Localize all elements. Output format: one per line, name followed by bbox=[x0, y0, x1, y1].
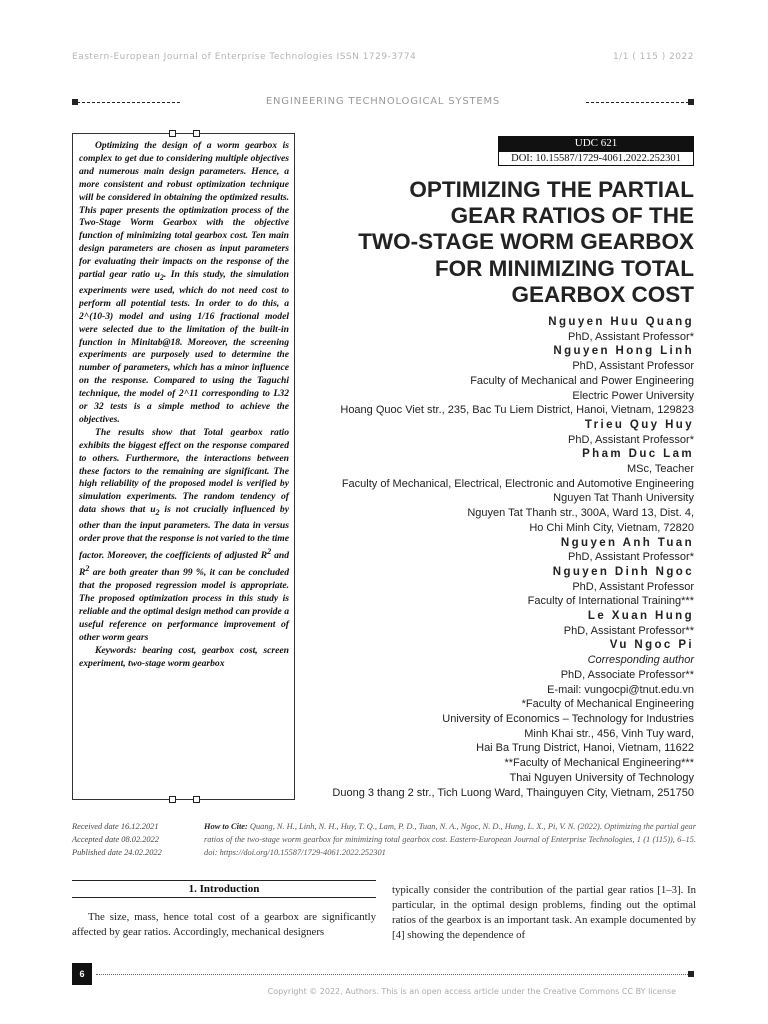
title-line: FOR MINIMIZING TOTAL bbox=[434, 255, 694, 281]
keywords: Keywords: bearing cost, gearbox cost, screen experiment, two-stage worm gearbox bbox=[79, 644, 289, 669]
author-name: Trieu Quy Huy bbox=[584, 418, 694, 431]
received-date: Received date 16.12.2021 bbox=[72, 822, 159, 831]
intro-left-column bbox=[72, 880, 376, 940]
affiliation-line: *Faculty of Mechanical Engineering bbox=[521, 698, 694, 711]
intro-right-text: typically consider the contribution of the partial gear ratios [1–3]. In particular, in the optimal design problems, finding out the optimal ratios of the gearbox is an important task. An example documented by [4] showing the dependence of bbox=[392, 884, 696, 941]
box-knob bbox=[169, 130, 176, 137]
page-footer bbox=[72, 963, 694, 985]
box-knob bbox=[169, 796, 176, 803]
udc-label: UDC 621 bbox=[498, 136, 694, 151]
doi-link[interactable]: DOI: 10.15587/1729-4061.2022.252301 bbox=[498, 151, 694, 166]
affiliation-line: University of Economics – Technology for Industries bbox=[442, 712, 694, 725]
title-line: OPTIMIZING THE PARTIAL bbox=[409, 177, 694, 202]
issue-number: 1/1 ( 115 ) 2022 bbox=[612, 52, 694, 62]
intro-right-column bbox=[392, 883, 696, 943]
title-line: TWO-STAGE WORM GEARBOX bbox=[358, 229, 694, 255]
article-dates bbox=[72, 820, 192, 859]
affiliation-line: Faculty of Mechanical, Electrical, Electronic and Automotive Engineering bbox=[341, 477, 694, 490]
affiliation-line: PhD, Assistant Professor* bbox=[568, 433, 694, 446]
author-name: Vu Ngoc Pi bbox=[609, 639, 694, 652]
intro-heading: 1. Introduction bbox=[72, 880, 376, 898]
journal-running-header bbox=[72, 52, 694, 66]
affiliation-line: Nguyen Tat Thanh str., 300A, Ward 13, Dist. 4, bbox=[467, 507, 694, 520]
copyright-notice: Copyright © 2022, Authors. This is an open access article under the Creative Commons CC BY license bbox=[267, 987, 676, 996]
intro-left-text: The size, mass, hence total cost of a gearbox are significantly affected by gear ratios. Accordingly, mechanical designers bbox=[72, 911, 376, 938]
paper-title bbox=[274, 177, 694, 308]
journal-name: Eastern-European Journal of Enterprise Technologies ISSN 1729-3774 bbox=[72, 52, 417, 62]
affiliation-line: PhD, Assistant Professor* bbox=[568, 551, 694, 564]
affiliation-line: PhD, Assistant Professor** bbox=[563, 624, 694, 637]
box-knob bbox=[193, 130, 200, 137]
affiliation-line: Minh Khai str., 456, Vinh Tuy ward, bbox=[524, 727, 694, 740]
author-name: Nguyen Huu Quang bbox=[548, 316, 694, 328]
abstract-paragraph-1: Optimizing the design of a worm gearbox is complex to get due to considering multiple objectives and numerous main design parameters. Hence, a more consistent and robust optimization technique will be considered in obtaining the optimized results. This paper presents the optimization process of the Two-Stage Worm Gearbox with the objective function of minimizing total gearbox cost. Ten main design parameters are chosen as input parameters for evaluating their impacts on the response of the partial gear ratio $u_2$. In this study, the simulation experiments were used, which do not need cost to perform all potential tests. In order to do this, a 2^(10-3) model and using 1/16 fractional model were selected due to the limitation of the built-in function in Minitab@18. Moreover, the screening experiments are purposely used to determine the number of parameters, which has a minor influence on the response. Compared to using the Taguchi technique, the model of 2^11 corresponding to L32 or 32 tests is a simple method to achieve the objectives. bbox=[79, 140, 289, 425]
affiliation-line: PhD, Associate Professor** bbox=[560, 668, 694, 681]
affiliation-line: MSc, Teacher bbox=[626, 463, 694, 476]
header-dashes-right bbox=[586, 102, 694, 103]
footer-square bbox=[688, 971, 694, 977]
authors-affiliations bbox=[264, 315, 694, 800]
affiliation-line: Faculty of Mechanical and Power Engineering bbox=[470, 374, 694, 387]
abstract-box bbox=[72, 133, 295, 800]
author-name: Nguyen Anh Tuan bbox=[560, 536, 694, 549]
accepted-date: Accepted date 08.02.2022 bbox=[72, 835, 159, 844]
page-number: 6 bbox=[72, 963, 92, 985]
author-name: Nguyen Dinh Ngoc bbox=[552, 565, 694, 578]
section-header bbox=[72, 96, 694, 110]
affiliation-line: Hai Ba Trung District, Hanoi, Vietnam, 11622 bbox=[476, 742, 694, 755]
how-to-cite bbox=[204, 820, 696, 859]
affiliation-line: Corresponding author bbox=[587, 654, 694, 667]
affiliation-line: Faculty of International Training*** bbox=[527, 595, 694, 608]
affiliation-line: PhD, Assistant Professor bbox=[572, 360, 694, 373]
affiliation-line: Thai Nguyen University of Technology bbox=[509, 771, 694, 784]
author-name: Le Xuan Hung bbox=[587, 610, 694, 623]
affiliation-line: Duong 3 thang 2 str., Tich Luong Ward, Thainguyen City, Vietnam, 251750 bbox=[332, 786, 694, 799]
header-square-right bbox=[688, 99, 694, 105]
affiliation-line: PhD, Assistant Professor bbox=[572, 580, 694, 593]
author-name: Nguyen Hong Linh bbox=[553, 345, 694, 358]
section-title: ENGINEERING TECHNOLOGICAL SYSTEMS bbox=[265, 96, 501, 107]
cite-label: How to Cite: bbox=[204, 822, 248, 831]
abstract-paragraph-2: The results show that Total gearbox ratio exhibits the biggest effect on the response compared to others. Furthermore, the interactions between these factors to the remaining are significant. The high reliability of the proposed model is verified by simulation experiments. The random tendency of data shows that $u_2$ is not crucially influenced by other than the input parameters. The data in versus order prove that the response is not varied to the time factor. Moreover, the coefficients of adjusted $R^2$ and $R^2$ are both greater than 99 %, it can be concluded that the proposed regression model is appropriate. The proposed optimization process in this study is reliable and the optimal design method can provide a useful reference on performance improvement of other worm gears bbox=[79, 426, 290, 643]
abstract-text bbox=[79, 140, 289, 670]
cite-text: Quang, N. H., Linh, N. H., Huy, T. Q., Lam, P. D., Tuan, N. A., Ngoc, N. D., Hung, L. X., Pi, V. N. (2022). Optimizing the partial gear ratios of the two-stage worm gearbox for minimizing total gearbox cost. Eastern-European Journal of Enterprise Technologies, 1 (1 (115)), 6–15. doi: https://doi.org/10.15587/1729-4061.2022.252301 bbox=[204, 822, 696, 857]
affiliation-line: E-mail: vungocpi@tnut.edu.vn bbox=[547, 683, 694, 696]
title-line: GEARBOX COST bbox=[511, 281, 694, 307]
affiliation-line: **Faculty of Mechanical Engineering*** bbox=[504, 757, 694, 770]
affiliation-line: Hoang Quoc Viet str., 235, Bac Tu Liem District, Hanoi, Vietnam, 129823 bbox=[340, 404, 694, 417]
author-name: Pham Duc Lam bbox=[582, 448, 694, 461]
affiliation-line: Ho Chi Minh City, Vietnam, 72820 bbox=[529, 521, 694, 534]
title-line: GEAR RATIOS OF THE bbox=[450, 203, 694, 229]
published-date: Published date 24.02.2022 bbox=[72, 848, 162, 857]
box-knob bbox=[193, 796, 200, 803]
affiliation-line: Nguyen Tat Thanh University bbox=[553, 492, 694, 505]
footer-dotted-rule bbox=[96, 974, 694, 975]
affiliation-line: Electric Power University bbox=[572, 389, 694, 402]
affiliation-line: PhD, Assistant Professor* bbox=[568, 330, 694, 343]
